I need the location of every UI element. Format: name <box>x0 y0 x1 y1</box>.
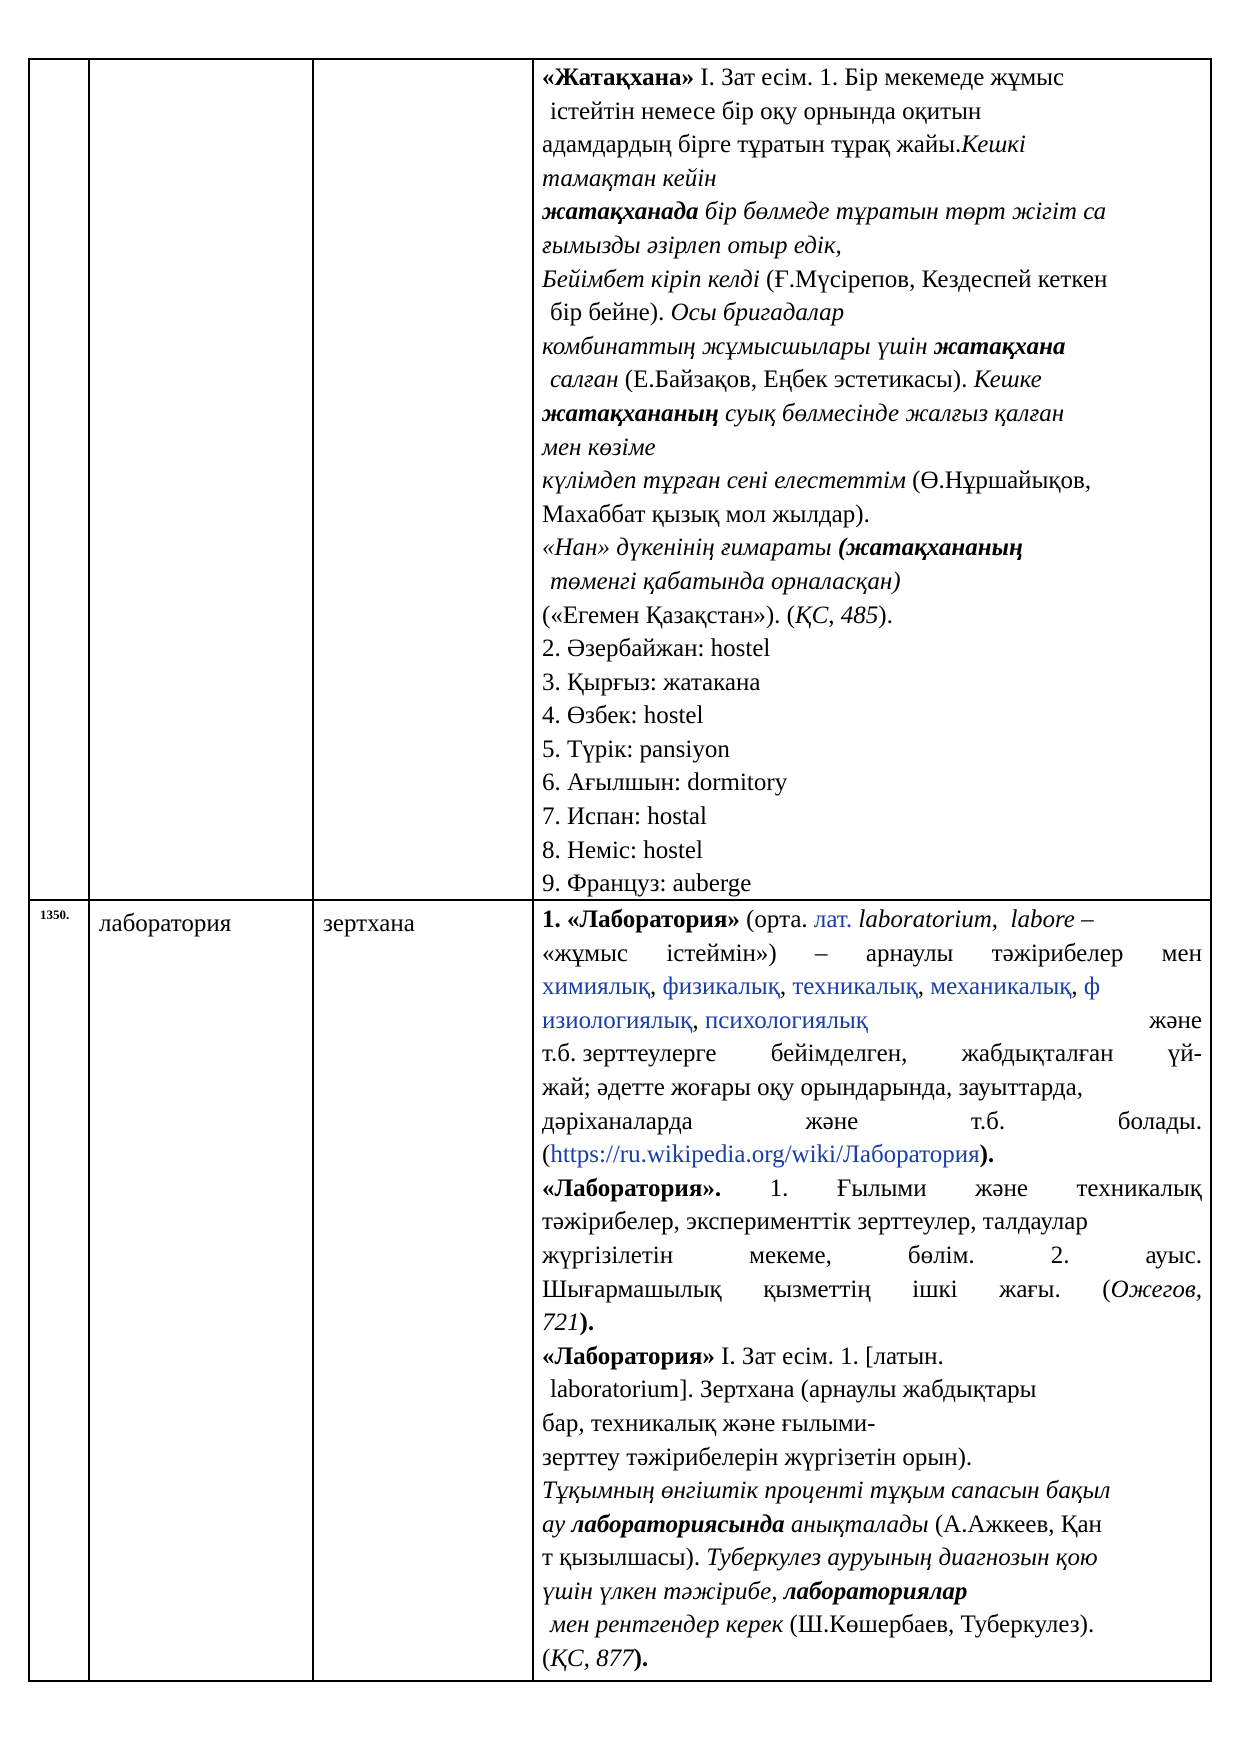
table-row <box>28 899 1212 1682</box>
link-mechanical[interactable]: механикалық <box>930 973 1072 1001</box>
translation-item: 2. Әзербайжан: hostel <box>542 635 771 663</box>
link-physiological[interactable]: изиологиялық <box>542 1006 693 1034</box>
translation-item: 4. Өзбек: hostel <box>542 702 704 730</box>
link-physical[interactable]: физикалық <box>662 973 780 1001</box>
translation-item: 6. Ағылшын: dormitory <box>542 769 788 797</box>
link-psychological[interactable]: психологиялық <box>704 1006 868 1034</box>
equivalent-cell: зертхана <box>312 901 532 1680</box>
definition-cell: 1. «Лаборатория» (орта. лат. laboratorium, labore – «жұмыс істеймін») – арнаулы тәжірибелер мен химиялық, физикалық, техникалық, механикалық, ф изиологиялық, психологиялық және т.б. зерттеулерге бейімделген, жабдықталған үй- жай; әдетте жоғары оқу орындарында, зауыттарда, дәріханаларда және т.б. болады. (https://ru.wikipedia.org/wiki/Лаборатория). «Лаборатория». 1. Ғылыми және техникалық тәжірибелер, эксперименттік зерттеулер, талдаулар жүргізілетін мекеме, бөлім. 2. ауыс. Шығармашылық қызметтің ішкі жағы. (Ожегов, 721). «Лаборатория» І. Зат есім. 1. [латын. laboratorium]. Зертхана (арнаулы жабдықтары бар, техникалық және ғылыми- зерттеу тәжірибелерін жүргізетін орын). Тұқымның өнгіштік проценті тұқым сапасын бақыл ау лабораториясында анықталады (А.Ажкеев, Қан т қызылшасы). Туберкулез ауруының диагнозын қою үшін үлкен тәжірибе, лабораториялар мен рентгендер керек (Ш.Көшербаев, Туберкулез). (ҚС, 877). <box>532 901 1212 1680</box>
translation-item: 9. Француз: auberge <box>542 870 752 898</box>
row-number <box>28 60 88 899</box>
dictionary-table <box>28 58 1212 1682</box>
translation-item: 3. Қырғыз: жатакана <box>542 668 761 696</box>
headword: «Жатақхана» <box>542 64 695 91</box>
highlighted-term: жатақхананың <box>542 399 719 427</box>
definition-line: «Жатақхана» І. Зат есім. 1. Бір мекемеде жұмыс <box>542 64 1065 91</box>
highlighted-term: жатақхана <box>933 332 1066 360</box>
term-cell: лаборатория <box>88 901 312 1680</box>
definition-cell: «Жатақхана» І. Зат есім. 1. Бір мекемеде жұмыс істейтін немесе бір оқу орнында оқитын адамдардың бірге тұратын тұрақ жайы.Кешкі тамақтан кейін жатақханада бір бөлмеде тұратын төрт жігіт са ғымызды әзірлеп отыр едік, Бейімбет кіріп келді (Ғ.Мүсірепов, Кездеспей кеткен бір бейне). Осы бригадалар комбинаттың жұмысшылары үшін жатақхана салған (Е.Байзақов, Еңбек эстетикасы). Кешке жатақхананың суық бөлмесінде жалғыз қалған мен көзіме күлімдеп тұрған сені елестеттім (Ө.Нұршайықов, Махаббат қызық мол жылдар). «Нан» дүкенінің ғимараты (жатақхананың төменгі қабатында орналасқан) («Егемен Қазақстан»). (ҚС, 485). 2. Әзербайжан: hostel 3. Қырғыз: жатакана 4. Өзбек: hostel 5. Түрік: pansiyon 6. Ағылшын: dormitory 7. Испан: hostal 8. Неміс: hostel 9. Француз: auberge <box>532 60 1212 899</box>
link-physiological[interactable]: ф <box>1083 973 1101 1001</box>
translation-item: 8. Неміс: hostel <box>542 836 703 864</box>
translation-item: 5. Түрік: pansiyon <box>542 735 730 763</box>
table-row <box>28 58 1212 899</box>
equivalent-cell <box>312 60 532 899</box>
wikipedia-link[interactable]: https://ru.wikipedia.org/wiki/Лаборатория <box>550 1141 980 1169</box>
highlighted-term: лабораториялар <box>783 1577 968 1605</box>
highlighted-term: (жатақхананың <box>837 534 1023 562</box>
headword: 1. «Лаборатория» <box>542 906 740 933</box>
latin-link[interactable]: лат. <box>813 906 853 933</box>
link-chemical[interactable]: химиялық <box>542 973 650 1001</box>
highlighted-term: лабораториясында <box>571 1510 785 1538</box>
link-technical[interactable]: техникалық <box>792 973 918 1001</box>
term-cell <box>88 60 312 899</box>
highlighted-term: жатақханада <box>542 198 699 226</box>
translation-item: 7. Испан: hostal <box>542 803 707 831</box>
headword: «Лаборатория» <box>542 1342 715 1370</box>
row-number: 1350. <box>28 901 88 1680</box>
headword: «Лаборатория». <box>542 1174 722 1202</box>
